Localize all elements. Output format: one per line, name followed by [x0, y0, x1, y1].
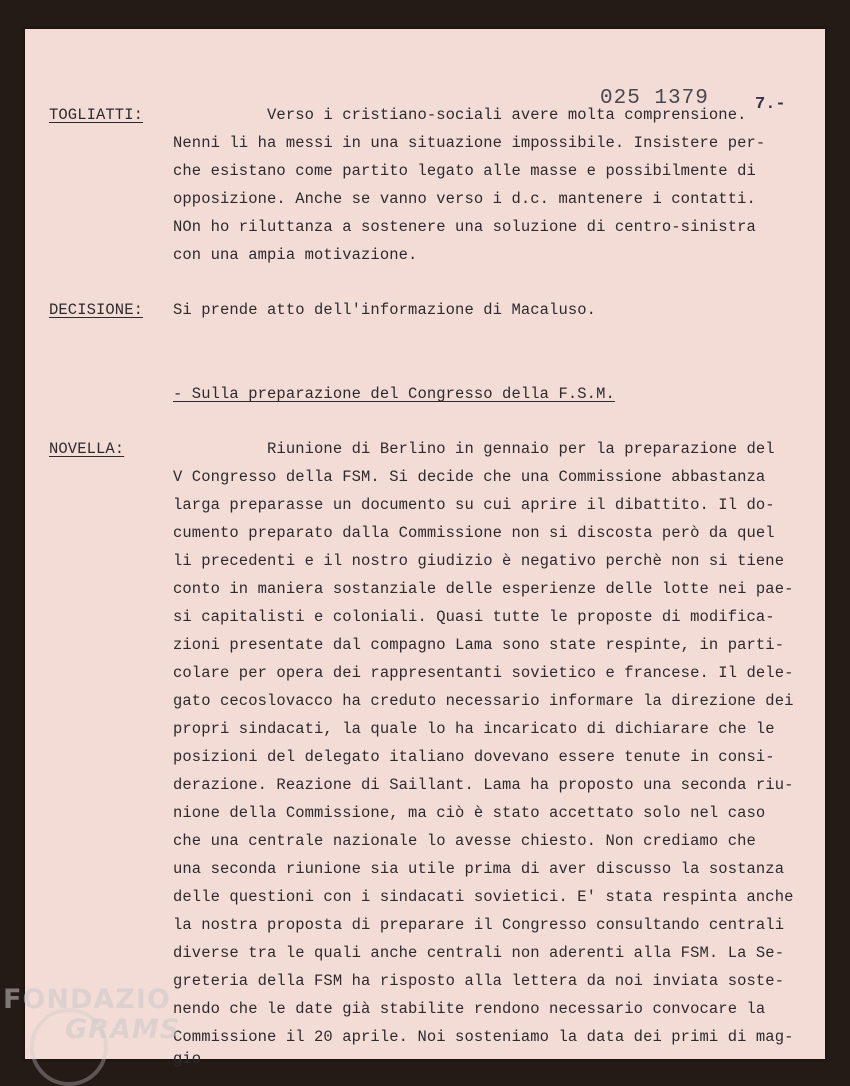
speaker-label-togliatti: TOGLIATTI: — [49, 106, 144, 124]
text-line: derazione. Reazione di Saillant. Lama ha proposto una seconda riu- — [173, 776, 794, 794]
page-number: 7.- — [755, 95, 786, 114]
text-line: nione della Commissione, ma ciò è stato accettato solo nel caso — [173, 804, 766, 822]
text-line: V Congresso della FSM. Si decide che una Commissione abbastanza — [173, 468, 766, 486]
text-line: conto in maniera sostanziale delle esperienze delle lotte nei pae- — [173, 580, 794, 598]
text-line: si capitalisti e coloniali. Quasi tutte le proposte di modifica- — [173, 608, 775, 626]
text-line: una seconda riunione sia utile prima di aver discusso la sostanza — [173, 860, 785, 878]
text-line: cumento preparato dalla Commissione non si discosta però da quel — [173, 524, 775, 542]
text-line: li precedenti e il nostro giudizio è negativo perchè non si tiene — [173, 552, 785, 570]
text-line: greteria della FSM ha risposto alla lettera da noi inviata soste- — [173, 972, 785, 990]
text-line: con una ampia motivazione. — [173, 246, 418, 264]
text-line: gato cecoslovacco ha creduto necessario informare la direzione dei — [173, 692, 794, 710]
text-line: larga preparasse un documento su cui aprire il dibattito. Il do- — [173, 496, 775, 514]
text-line: delle questioni con i sindacati sovietici. E' stata respinta anche — [173, 888, 794, 906]
text-line: NOn ho riluttanza a sostenere una soluzione di centro-sinistra — [173, 218, 756, 236]
text-line: gio — [173, 1050, 202, 1068]
text-line: Riunione di Berlino in gennaio per la preparazione del — [173, 440, 775, 458]
text-line: posizioni del delegato italiano dovevano essere tenute in consi- — [173, 748, 775, 766]
speaker-label-novella: NOVELLA: — [49, 440, 125, 458]
decision-text: Si prende atto dell'informazione di Macaluso. — [173, 301, 597, 319]
watermark-line1: FONDAZIO — [3, 984, 171, 1015]
text-line: nendo che le date già stabilite rendono necessario convocare la — [173, 1000, 766, 1018]
speaker-label-decisione: DECISIONE: — [49, 301, 144, 319]
text-line: che una centrale nazionale lo avesse chiesto. Non crediamo che — [173, 832, 756, 850]
text-line: Commissione il 20 aprile. Noi sosteniamo la data dei primi di mag- — [173, 1028, 794, 1046]
archive-code: 025 1379 — [600, 87, 709, 110]
watermark — [3, 985, 180, 1045]
topic-heading: - Sulla preparazione del Congresso della F.S.M. — [173, 385, 615, 403]
text-line: propri sindacati, la quale lo ha incaricato di dichiarare che le — [173, 720, 775, 738]
text-line: la nostra proposta di preparare il Congresso consultando centrali — [173, 916, 785, 934]
text-line: Nenni li ha messi in una situazione impossibile. Insistere per- — [173, 134, 766, 152]
text-line: colare per opera dei rappresentanti sovietico e francese. Il dele- — [173, 664, 794, 682]
text-line: diverse tra le quali anche centrali non aderenti alla FSM. La Se- — [173, 944, 785, 962]
watermark-line2: GRAMS — [65, 1014, 181, 1045]
text-line: che esistano come partito legato alle masse e possibilmente di — [173, 162, 756, 180]
text-line: zioni presentate dal compagno Lama sono state respinte, in parti- — [173, 636, 785, 654]
text-line: Verso i cristiano-sociali avere molta comprensione. — [173, 106, 747, 124]
text-line: opposizione. Anche se vanno verso i d.c. mantenere i contatti. — [173, 190, 756, 208]
